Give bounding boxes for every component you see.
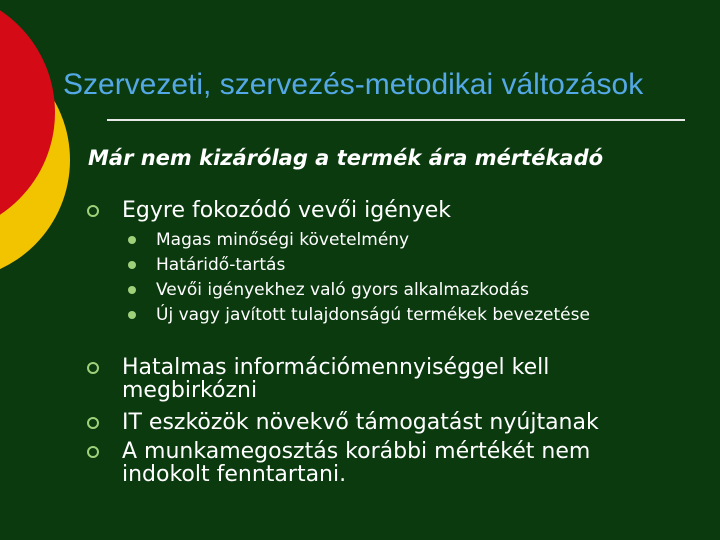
bullet-text: Hatalmas információmennyiséggel kell megbirkózni — [122, 355, 550, 403]
hollow-bullet-icon — [87, 205, 99, 217]
sub-bullet-text: Magas minőségi követelmény — [156, 230, 410, 250]
bullet-item — [122, 411, 599, 434]
hollow-bullet-icon — [87, 446, 99, 458]
filled-bullet-icon — [128, 261, 136, 269]
bullet-item — [122, 440, 682, 486]
bullet-text: IT eszközök növekvő támogatást nyújtanak — [122, 410, 599, 435]
hollow-bullet-icon — [87, 362, 99, 374]
filled-bullet-icon — [128, 286, 136, 294]
sub-bullet-text: Határidő-tartás — [156, 255, 286, 275]
sub-bullet-text: Új vagy javított tulajdonságú termékek bevezetése — [156, 305, 590, 325]
sub-bullet-item — [156, 254, 285, 276]
sub-bullet-item — [156, 279, 529, 301]
title-divider — [107, 119, 685, 121]
slide-title: Szervezeti, szervezés-metodikai változások — [63, 68, 644, 101]
slide-subtitle: Már nem kizárólag a termék ára mértékadó — [88, 146, 604, 170]
filled-bullet-icon — [128, 236, 136, 244]
sub-bullet-item — [156, 229, 409, 251]
bullet-item — [122, 356, 642, 402]
bullet-text: A munkamegosztás korábbi mértékét nem indokolt fenntartani. — [122, 439, 591, 487]
hollow-bullet-icon — [87, 417, 99, 429]
filled-bullet-icon — [128, 311, 136, 319]
sub-bullet-item — [156, 304, 590, 326]
bullet-text: Egyre fokozódó vevői igények — [122, 198, 452, 223]
sub-bullet-text: Vevői igényekhez való gyors alkalmazkodás — [156, 280, 529, 300]
bullet-item — [122, 199, 451, 222]
